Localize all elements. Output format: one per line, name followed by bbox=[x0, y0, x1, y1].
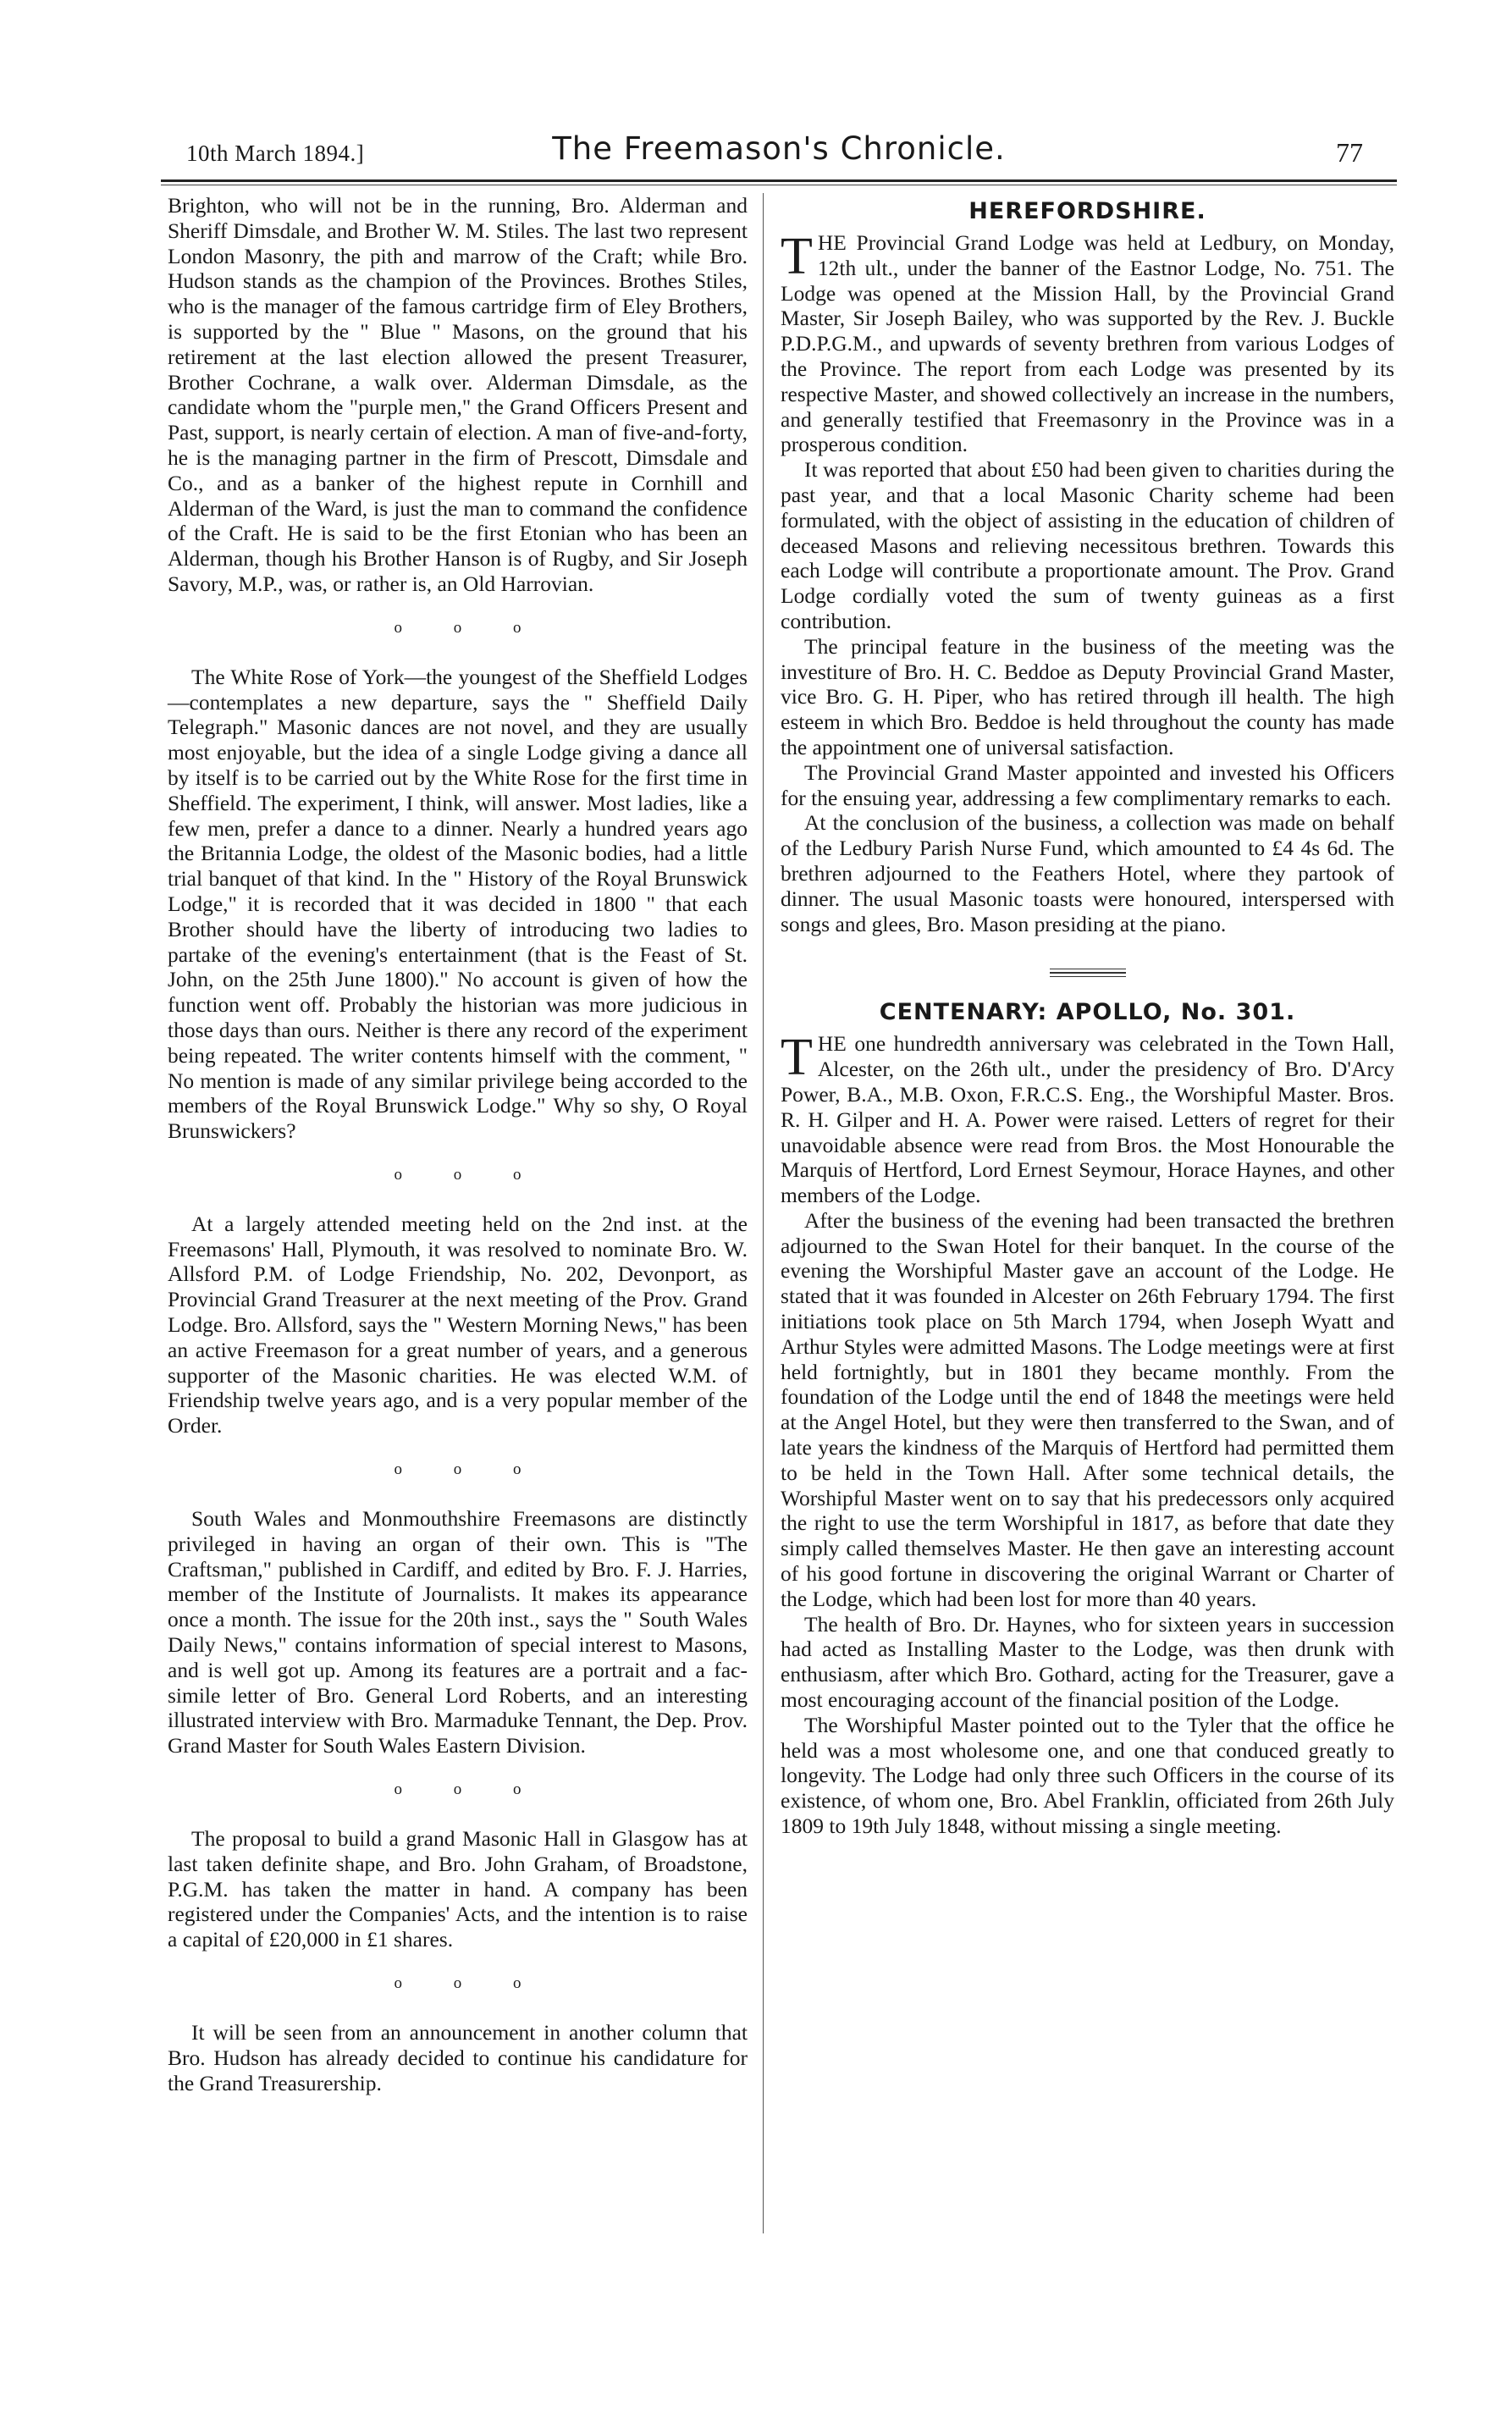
article-paragraph: The Provincial Grand Master appointed and invested his Officers for the ensuing year, addressing a few complimentary remarks to each. bbox=[781, 759, 1394, 810]
section-heading-herefordshire: HEREFORDSHIRE. bbox=[968, 198, 1206, 224]
page-number: 77 bbox=[1336, 137, 1363, 168]
article-paragraph: At the conclusion of the business, a collection was made on behalf of the Ledbury Parish Nurse Fund, which amounted to £4 4s 6d. The brethren adjourned to the Feathers Hotel, where they partook of dinner. The usual Masonic toasts were honoured, interspersed with songs and glees, Bro. Mason presiding at the piano. bbox=[781, 810, 1394, 936]
section-separator: o o o bbox=[394, 1165, 545, 1184]
paragraph-text: HE Provincial Grand Lodge was held at Ledbury, on Monday, 12th ult., under the banner of the Eastnor Lodge, No. 751. The Lodge was opened at the Mission Hall, by the Provincial Grand Master, Sir Joseph Bailey, who was supported by the Rev. J. Buckle P.D.P.G.M., and upwards of seventy brethren from various Lodges of the Province. The report from each Lodge was presented by its respective Master, and showed collectively an increase in the numbers, and generally testified that Freemasonry in the Province was in a prosperous condition. bbox=[781, 230, 1394, 457]
article-paragraph: Brighton, who will not be in the running, Bro. Alderman and Sheriff Dimsdale, and Brother W. M. Stiles. The last two represent London Masonry, the pith and marrow of the Craft; while Bro. Hudson stands as the champion of the Provinces. Brothes Stiles, who is the manager of the famous cartridge firm of Eley Brothers, is supported by the " Blue " Masons, on the ground that his retirement at the last election allowed the present Treasurer, Brother Cochrane, a walk over. Alderman Dimsdale, as the candidate whom the "purple men," the Grand Officers Present and Past, support, is nearly certain of election. A man of five-and-forty, he is the managing partner in the firm of Prescott, Dimsdale and Co., and as a banker of the highest repute in Cornhill and Alderman of the Ward, is just the man to command the confidence of the Craft. He is said to be the first Etonian who has been an Alderman, though his Brother Hanson is of Rugby, and Sir Joseph Savory, M.P., was, or rather is, an Old Harrovian. bbox=[168, 193, 748, 596]
drop-cap: T bbox=[781, 228, 813, 285]
article-paragraph: The health of Bro. Dr. Haynes, who for sixteen years in succession had acted as Installing Master to the Lodge, was then drunk with enthusiasm, after which Bro. Gothard, acting for the Treasurer, gave a most encouraging account of the financial position of the Lodge. bbox=[781, 1611, 1394, 1713]
masthead-title: The Freemason's Chronicle. bbox=[552, 130, 1006, 167]
section-separator: o o o bbox=[394, 1460, 545, 1479]
issue-date: 10th March 1894.] bbox=[186, 141, 365, 166]
section-heading-centenary: CENTENARY: APOLLO, No. 301. bbox=[879, 999, 1296, 1026]
article-paragraph: The White Rose of York—the youngest of the Sheffield Lodges—contemplates a new departure, says the " Sheffield Daily Telegraph." Masonic dances are not novel, and they are usually most enjoyable, but the idea of a single Lodge giving a dance all by itself is to be carried out by the White Rose for the first time in Sheffield. The experiment, I think, will answer. Most ladies, like a few men, prefer a dance to a dinner. Nearly a hundred years ago the Britannia Lodge, the oldest of the Masonic bodies, had a little trial banquet of that kind. In the " History of the Royal Brunswick Lodge," it is recorded that it was decided in 1800 " that each Brother should have the liberty of introducing two ladies to partake of the evening's entertainment (that is the Feast of St. John, on the 25th June 1800)." No account is given of how the function went off. Probably the historian was more judicious in those days than ours. Neither is there any record of the experiment being repeated. The writer contents himself with the comment, " No mention is made of any similar privilege being accorded to the members of the Royal Brunswick Lodge." Why so shy, O Royal Brunswickers? bbox=[168, 664, 748, 1144]
article-paragraph: South Wales and Monmouthshire Freemasons are distinctly privileged in having an organ of their own. This is "The Craftsman," published in Cardiff, and edited by Bro. F. J. Harries, member of the Institute of Journalists. It makes its appearance once a month. The issue for the 20th inst., says the " South Wales Daily News," contains information of special interest to Masons, and is well got up. Among its features are a portrait and a fac-simile letter of Bro. General Lord Roberts, and an interesting illustrated interview with Bro. Marmaduke Tennant, the Dep. Prov. Grand Master for South Wales Eastern Division. bbox=[168, 1506, 748, 1758]
article-paragraph: It will be seen from an announcement in another column that Bro. Hudson has already decided to continue his candidature for the Grand Treasurership. bbox=[168, 2020, 748, 2095]
section-separator: o o o bbox=[394, 1974, 545, 1993]
article-paragraph: It was reported that about £50 had been given to charities during the past year, and that a local Masonic Charity scheme had been formulated, with the object of assisting in the education of children of deceased Masons and relieving necessitous brethren. Towards this each Lodge will contribute a proportionate amount. The Prov. Grand Lodge cordially voted the sum of twenty guineas as a first contribution. bbox=[781, 457, 1394, 633]
article-paragraph: The principal feature in the business of the meeting was the investiture of Bro. H. C. Beddoe as Deputy Provincial Grand Master, vice Bro. G. H. Piper, who has retired through ill health. The high esteem in which Bro. Beddoe is held throughout the county has made the appointment one of universal satisfaction. bbox=[781, 633, 1394, 759]
header-rule bbox=[161, 179, 1397, 182]
section-separator: o o o bbox=[394, 1780, 545, 1799]
column-divider bbox=[763, 193, 764, 2233]
left-column bbox=[168, 193, 748, 2095]
drop-cap: T bbox=[781, 1029, 813, 1087]
article-paragraph: At a largely attended meeting held on the 2nd inst. at the Freemasons' Hall, Plymouth, it was resolved to nominate Bro. W. Allsford P.M. of Lodge Friendship, No. 202, Devonport, as Provincial Grand Treasurer at the next meeting of the Prov. Grand Lodge. Bro. Allsford, says the " Western Morning News," has been an active Freemason for a great number of years, and a generous supporter of the Masonic charities. He was elected W.M. of Friendship twelve years ago, and is a very popular member of the Order. bbox=[168, 1211, 748, 1438]
page-header bbox=[161, 127, 1397, 178]
paragraph-text: HE one hundredth anniversary was celebrated in the Town Hall, Alcester, on the 26th ult., under the presidency of Bro. D'Arcy Power, B.A., M.B. Oxon, F.R.C.S. Eng., the Worshipful Master. Bros. R. H. Gilper and H. A. Power were raised. Letters of regret for their unavoidable absence were read from Bros. the Most Honourable the Marquis of Hertford, Lord Ernest Seymour, Horace Haynes, and other members of the Lodge. bbox=[781, 1031, 1394, 1208]
article-paragraph: After the business of the evening had been transacted the brethren adjourned to the Swan Hotel for their banquet. In the course of the evening the Worshipful Master gave an account of the Lodge. He stated that it was founded in Alcester on 26th February 1794. The first initiations took place on 5th March 1794, when Joseph Wyatt and Arthur Styles were admitted Masons. The Lodge meetings were at first held fortnightly, but in 1801 they became monthly. From the foundation of the Lodge until the end of 1848 the meetings were held at the Angel Hotel, but they were then transferred to the Swan, and of late years the kindness of the Marquis of Hertford had permitted them to be held in the Town Hall. After some technical details, the Worshipful Master went on to say that his predecessors only acquired the right to use the term Worshipful in 1817, as before that date they simply called themselves Master. He then gave an interesting account of his good fortune in discovering the original Warrant or Charter of the Lodge, which had been lost for more than 40 years. bbox=[781, 1207, 1394, 1611]
article-paragraph bbox=[781, 230, 1394, 457]
right-column bbox=[781, 193, 1394, 1839]
article-paragraph bbox=[781, 1031, 1394, 1208]
section-separator: o o o bbox=[394, 618, 545, 637]
section-ornament-rule bbox=[1050, 969, 1126, 977]
article-paragraph: The Worshipful Master pointed out to the Tyler that the office he held was a most wholesome one, and one that conduced greatly to longevity. The Lodge had only three such Officers in the course of its existence, of whom one, Bro. Abel Franklin, officiated from 26th July 1809 to 19th July 1848, without missing a single meeting. bbox=[781, 1712, 1394, 1839]
article-paragraph: The proposal to build a grand Masonic Hall in Glasgow has at last taken definite shape, and Bro. John Graham, of Broadstone, P.G.M. has taken the matter in hand. A company has been registered under the Companies' Acts, and the intention is to raise a capital of £20,000 in £1 shares. bbox=[168, 1826, 748, 1952]
